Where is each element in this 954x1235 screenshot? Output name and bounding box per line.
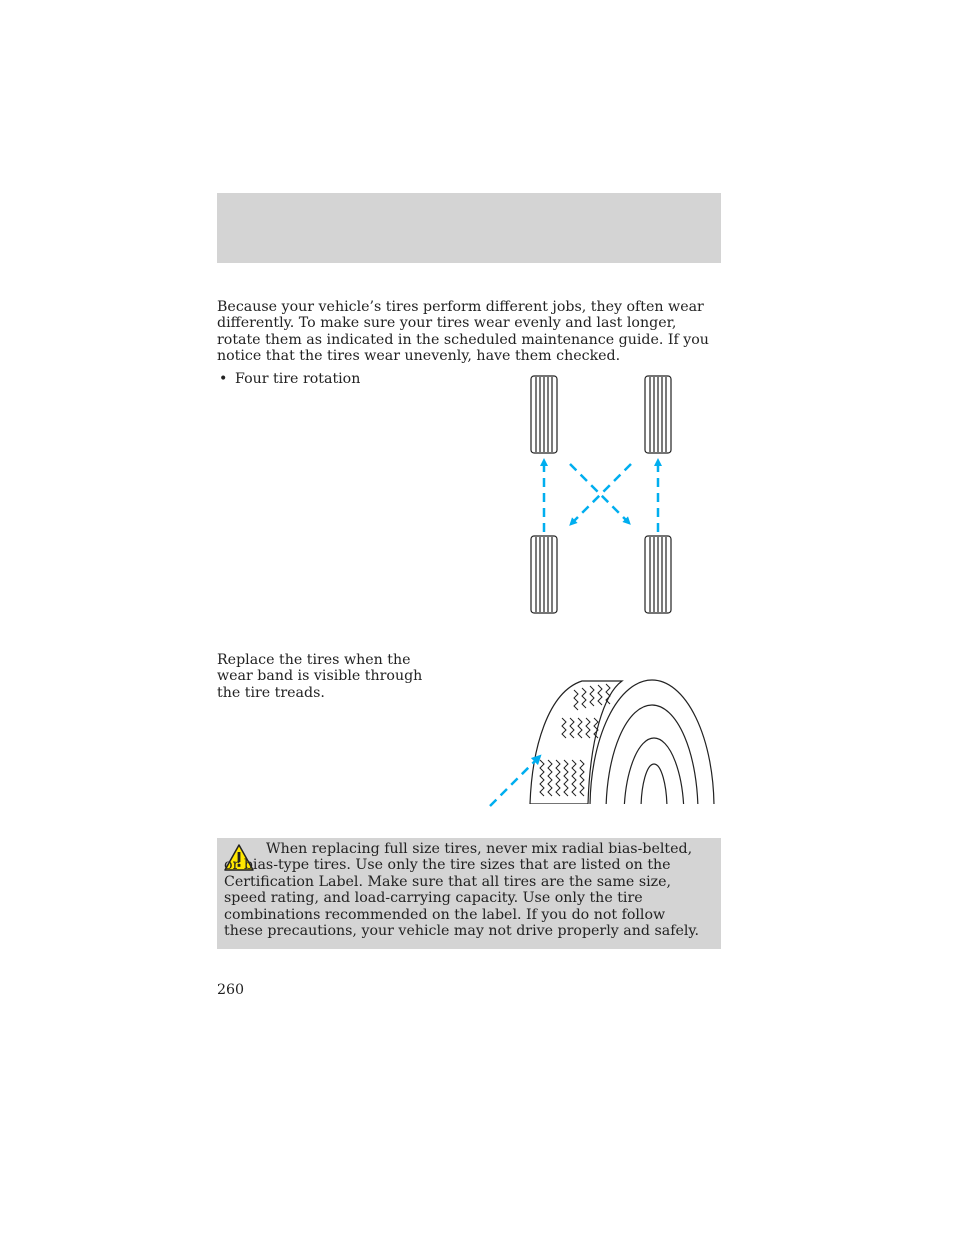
arrow-front-left-to-rear-right [570,464,628,522]
warning-text: When replacing full size tires, never mix radial bias-belted, or bias-type tires. Use only the tire sizes that are listed on the Certification Label. Make sure that all tires are the same size, speed rating, and load-carrying capacity. Use only the tire combinations recommended on the label. If you do not follow these precautions, your vehicle may not drive properly and safely. [224,841,700,940]
section-header-band [217,193,721,263]
tread-wear-band-diagram [486,678,718,808]
page-number: 260 [217,982,245,998]
rotation-arrows [544,462,658,532]
intro-paragraph: Because your vehicle’s tires perform different jobs, they often wear differently. To make sure your tires wear evenly and last longer, rotate them as indicated in the scheduled maintenance guide. If you notice that the tires wear unevenly, have them checked. [217,299,709,365]
bullet-symbol: • [219,371,228,387]
tire-front-right-icon [645,376,671,453]
replace-tires-text: Replace the tires when the wear band is visible through the tire treads. [217,652,423,701]
tire-rotation-diagram [520,372,690,618]
warning-box [217,838,721,949]
tire-rear-left-icon [531,536,557,613]
tire-rear-right-icon [645,536,671,613]
tire-sidewall [590,680,714,808]
tire-front-left-icon [531,376,557,453]
bullet-item [219,371,360,387]
arrow-front-right-to-rear-left [572,464,631,523]
bullet-label: Four tire rotation [235,371,361,387]
